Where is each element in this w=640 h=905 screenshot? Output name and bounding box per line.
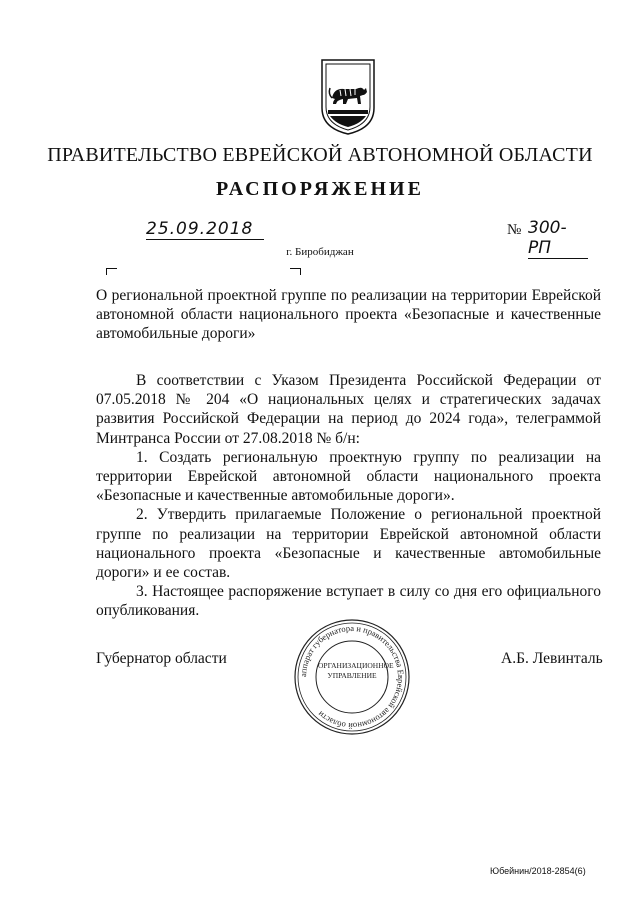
item-1: 1. Создать региональную проектную группу по реализации на территории Еврейской автономной области национального проекта «Безопасные и качественные автомобильные дороги». <box>96 448 601 505</box>
seal-ring-text: аппарат губернатора и правительства Еврейской автономной области <box>297 622 407 732</box>
document-date: 25.09.2018 <box>146 219 264 240</box>
corner-mark-left <box>106 268 117 275</box>
signer-position: Губернатор области <box>96 650 227 667</box>
preamble: В соответствии с Указом Президента Российской Федерации от 07.05.2018 № 204 «О национальных целях и стратегических задачах развития Российской Федерации на период до 2024 года», телеграммой Минтранса России от 27.08.2018 № б/н: <box>96 372 601 447</box>
corner-mark-right <box>290 268 301 275</box>
document-type: РАСПОРЯЖЕНИЕ <box>216 178 424 200</box>
signer-name: А.Б. Левинталь <box>501 650 603 667</box>
footer-code: Юбейнин/2018-2854(6) <box>490 866 586 876</box>
item-2: 2. Утвердить прилагаемые Положение о региональной проектной группе по реализации на территории Еврейской автономной области национального проекта «Безопасные и качественные автомобильные дороги» и ее состав. <box>96 506 601 582</box>
item-3: 3. Настоящее распоряжение вступает в силу со дня его официального опубликования. <box>96 583 601 620</box>
official-seal <box>292 617 412 737</box>
number-label: № <box>507 222 522 238</box>
document-number: 300-РП <box>528 218 588 259</box>
government-title: ПРАВИТЕЛЬСТВО ЕВРЕЙСКОЙ АВТОНОМНОЙ ОБЛАСТИ <box>47 144 593 166</box>
document-subject: О региональной проектной группе по реализации на территории Еврейской автономной области национального проекта «Безопасные и качественные автомобильные дороги» <box>96 287 601 342</box>
coat-of-arms-tiger-icon <box>320 58 376 136</box>
city: г. Биробиджан <box>286 246 354 258</box>
seal-center-text: ОРГАНИЗАЦИОННОЕ УПРАВЛЕНИЕ <box>318 661 394 680</box>
document-body <box>96 371 601 621</box>
